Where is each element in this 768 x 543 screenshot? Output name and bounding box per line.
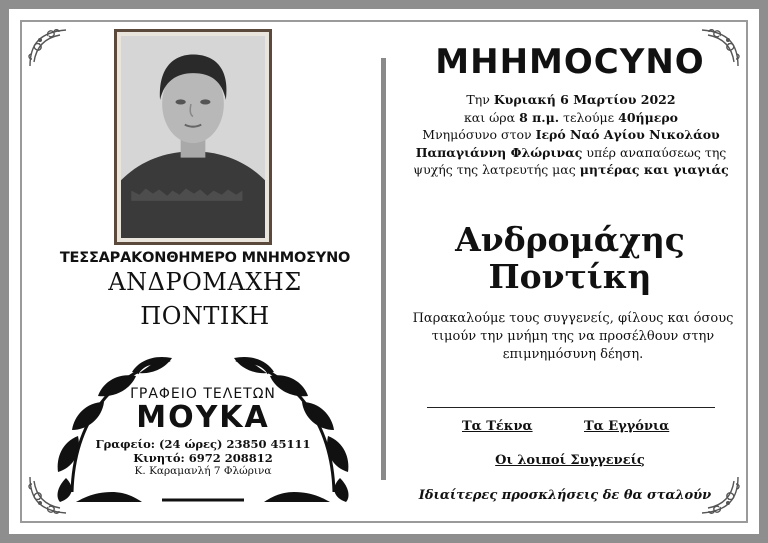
announce-text: Μνημόσυνο στον bbox=[422, 127, 536, 142]
announce-text: και ώρα bbox=[463, 109, 520, 125]
funeral-home-mobile: Κινητό: 6972 208812 bbox=[133, 451, 273, 465]
announce-40-days: 40ήμερο bbox=[618, 109, 679, 125]
signature-relatives: Οι λοιποί Συγγενείς bbox=[495, 453, 645, 468]
deceased-last-name: Ποντίκη bbox=[488, 257, 652, 296]
announce-text: Την bbox=[466, 92, 494, 107]
vertical-divider bbox=[381, 58, 386, 480]
memorial-title: ΜΗΗΜΟCΥΝΟ bbox=[435, 42, 705, 82]
left-name-first: ΑΝΔΡΟΜΑΧΗΣ bbox=[108, 268, 302, 296]
funeral-home-title: ΓΡΑΦΕΙΟ ΤΕΛΕΤΩΝ bbox=[130, 386, 276, 402]
corner-ornament-icon bbox=[26, 26, 70, 70]
funeral-home-address: Κ. Καραμανλή 7 Φλώρινα bbox=[134, 465, 272, 477]
announce-church: Ιερό Ναό Αγίου Νικολάου Παπαγιάννη Φλώρινας bbox=[415, 127, 720, 160]
left-heading: ΤΕΣΣΑΡΑΚΟΝΘΗΜΕΡΟ ΜΝΗΜΟΣΥΝΟ bbox=[59, 250, 351, 266]
announcement-text bbox=[404, 91, 738, 179]
announce-date: Κυριακή 6 Μαρτίου 2022 bbox=[493, 92, 676, 107]
announce-time: 8 π.μ. bbox=[519, 109, 560, 125]
portrait-frame bbox=[114, 29, 272, 245]
announce-text: τελούμε bbox=[559, 109, 619, 125]
funeral-home-office-phone: Γραφείο: (24 ώρες) 23850 45111 bbox=[95, 437, 311, 451]
signature-grandchildren: Τα Εγγόνια bbox=[584, 419, 670, 434]
announce-relation: μητέρας και γιαγιάς bbox=[579, 162, 729, 177]
announce-text: υπέρ αναπαύσεως της ψυχής της λατρευτής μας bbox=[413, 144, 727, 177]
portrait-photo bbox=[121, 36, 265, 238]
funeral-home-name: ΜΟΥΚΑ bbox=[136, 400, 270, 435]
footer-note: Ιδιαίτερες προσκλήσεις δε θα σταλούν bbox=[418, 488, 712, 503]
invitation-text: Παρακαλούμε τους συγγενείς, φίλους και όσους τιμούν την μνήμη της να προσέλθουν στην επιμνημόσυνη δέηση. bbox=[412, 311, 734, 362]
signature-rule bbox=[427, 407, 715, 408]
deceased-first-name: Ανδρομάχης bbox=[455, 220, 685, 259]
left-name-last: ΠΟΝΤΙΚΗ bbox=[140, 302, 270, 330]
signature-children: Τα Τέκνα bbox=[462, 419, 533, 434]
